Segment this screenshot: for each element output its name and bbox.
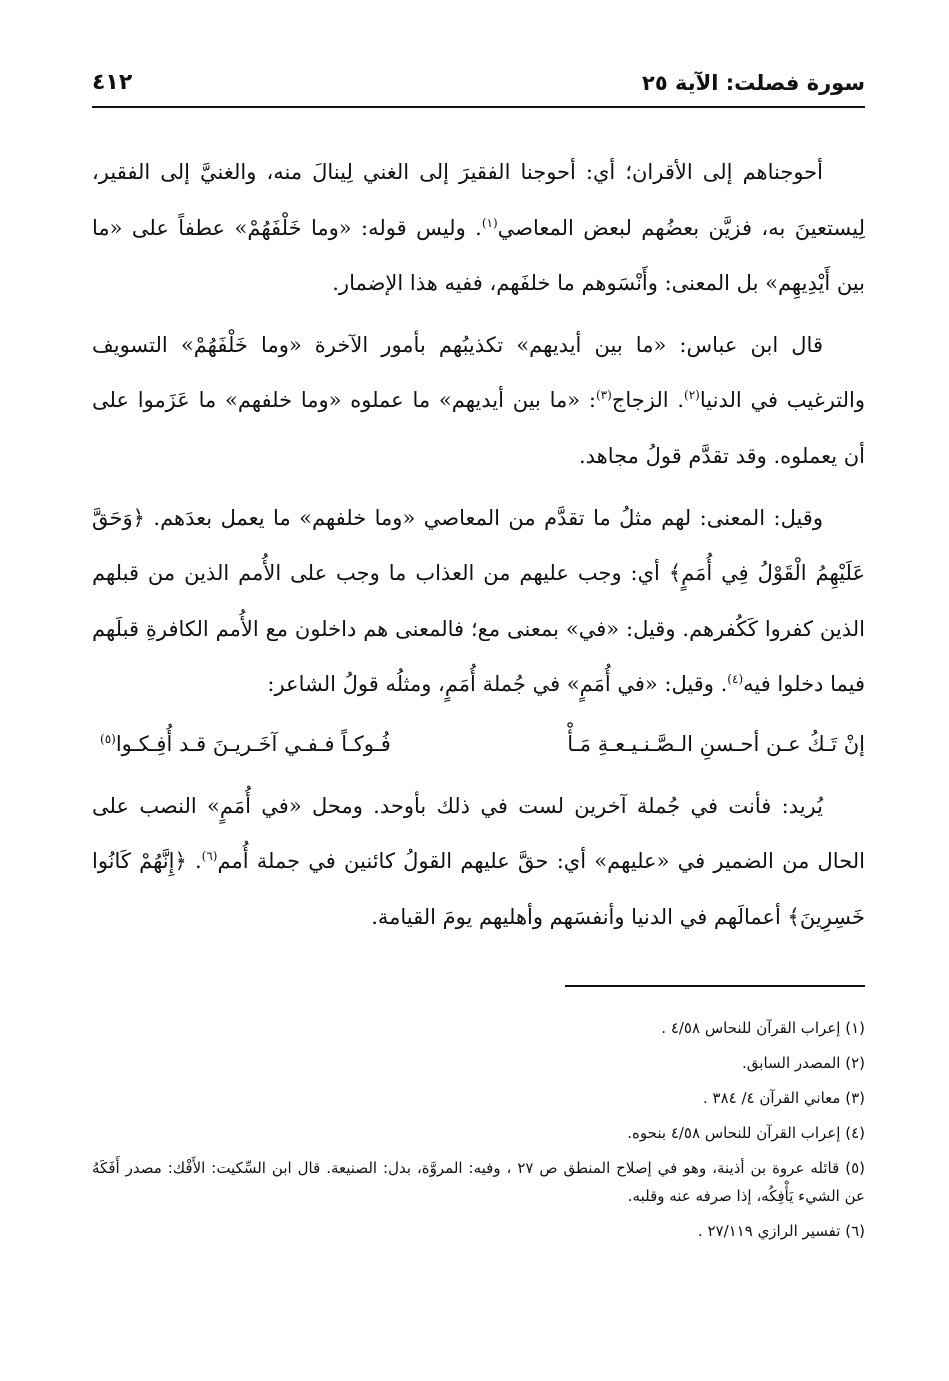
verse-second-hemistich: [100, 717, 452, 773]
header-divider: [92, 106, 865, 108]
footnote-5: (٥) قائله عروة بن أذينة، وهو في إصلاح المنطق ص ٢٧ ، وفيه: المروَّة، بدل: الصنيعة. قال ابن السِّكيت: الأَفْك: مصدر أَفَكَهُ عن الشيء يَأْفِكُه، إذا صرفه عنه وقلبه.: [92, 1159, 865, 1205]
text-span: أحوجناهم إلى الأقران؛ أي: أحوجنا الفقيرَ إلى الغني لِينالَ منه، والغنيَّ إلى الفقير، لِيستعينَ به، فزيَّن بعضُهم لبعض المعاصي: [92, 160, 865, 240]
footnote-ref-5[interactable]: (٥): [100, 731, 116, 746]
paragraph-3: [92, 491, 865, 713]
footnote-1: (١) إعراب القرآن للنحاس ٤/٥٨ .: [661, 1019, 865, 1037]
paragraph-2: [92, 318, 865, 485]
text-span: يُريد: فأنت في جُملة آخرين لست في ذلك بأوحد. ومحل «في أُمَمٍ» النصب على الحال من الضمير في «عليهم» أي: حقَّ عليهم القولُ كائنين في جملة أُمم: [92, 793, 865, 874]
paragraph-1: [92, 145, 865, 312]
footnote-3: (٣) معاني القرآن ٤/ ٣٨٤ .: [703, 1089, 865, 1107]
verse-first-hemistich: إنْ تَـكُ عـن أحـسنِ الـصَّـنـيـعـةِ مَـأْ: [567, 731, 865, 756]
footnote-ref-4[interactable]: (٤): [727, 672, 744, 687]
footnote-divider: [565, 985, 865, 987]
paragraph-4: [92, 779, 865, 946]
surah-verse-title: سورة فصلت: الآية ٢٥: [642, 71, 865, 95]
footnote-ref-6[interactable]: (٦): [201, 849, 218, 864]
main-text: [92, 145, 865, 945]
footnote-6: (٦) تفسير الرازي ٢٧/١١٩ .: [697, 1222, 865, 1240]
footnote-4: (٤) إعراب القرآن للنحاس ٤/٥٨ بنحوه.: [627, 1124, 865, 1142]
text-span: . وليس قوله: «وما خَلْفَهُمْ» عطفاً على «ما بين أَيْدِيهِم» بل المعنى: وأَنْسَوهم ما خلفَهم، ففيه هذا الإضمار.: [92, 215, 865, 296]
running-header: [92, 66, 865, 106]
text-span: : «ما بين أيديهم» ما عملوه «وما خلفهم» ما عَزَموا على أن يعملوه. وقد تقدَّم قولُ مجاهد.: [92, 388, 865, 468]
footnote-ref-3[interactable]: (٣): [595, 388, 612, 403]
text-span: . الزجاج: [611, 388, 685, 413]
footnote-2: (٢) المصدر السابق.: [742, 1054, 865, 1072]
text-span: قال ابن عباس: «ما بين أيديهم» تكذيبُهم بأمور الآخرة «وما خَلْفَهُمْ» التسويف والترغيب في الدنيا: [92, 332, 865, 413]
text-span: وقيل: المعنى: لهم مثلُ ما تقدَّم من المعاصي «وما خلفهم» ما يعمل بعدَهم. ﴿وَحَقَّ عَلَيْهِمُ الْقَوْلُ فِي أُمَمٍ﴾ أي: وجب عليهم من العذاب ما وجب على الأُمم الذين من قبلهم الذين كفروا كَكُفرهم. وقيل: «في» بمعنى مع؛ فالمعنى هم داخلون مع الأُمم الكافرةِ قبلَهم فيما دخلوا فيه: [92, 505, 865, 697]
page-number: ٤١٢: [92, 70, 133, 95]
text-span: فُـوكـاً فـفـي آخَـريـنَ قـد أُفِـكـوا: [115, 731, 391, 756]
footnote-ref-2[interactable]: (٢): [684, 388, 700, 403]
text-span: . ﴿إِنَّهُمْ كَانُوا خَسِرِينَ﴾ أعمالَهم في الدنيا وأنفسَهم وأهليهم يومَ القيامة.: [92, 849, 865, 929]
poetry-verse: [92, 717, 865, 773]
footnotes: [92, 1014, 865, 1252]
text-span: . وقيل: «في أُمَمٍ» في جُملة أُمَمٍ، ومثلُه قولُ الشاعر:: [267, 672, 728, 697]
footnote-ref-1[interactable]: (١): [481, 215, 498, 230]
